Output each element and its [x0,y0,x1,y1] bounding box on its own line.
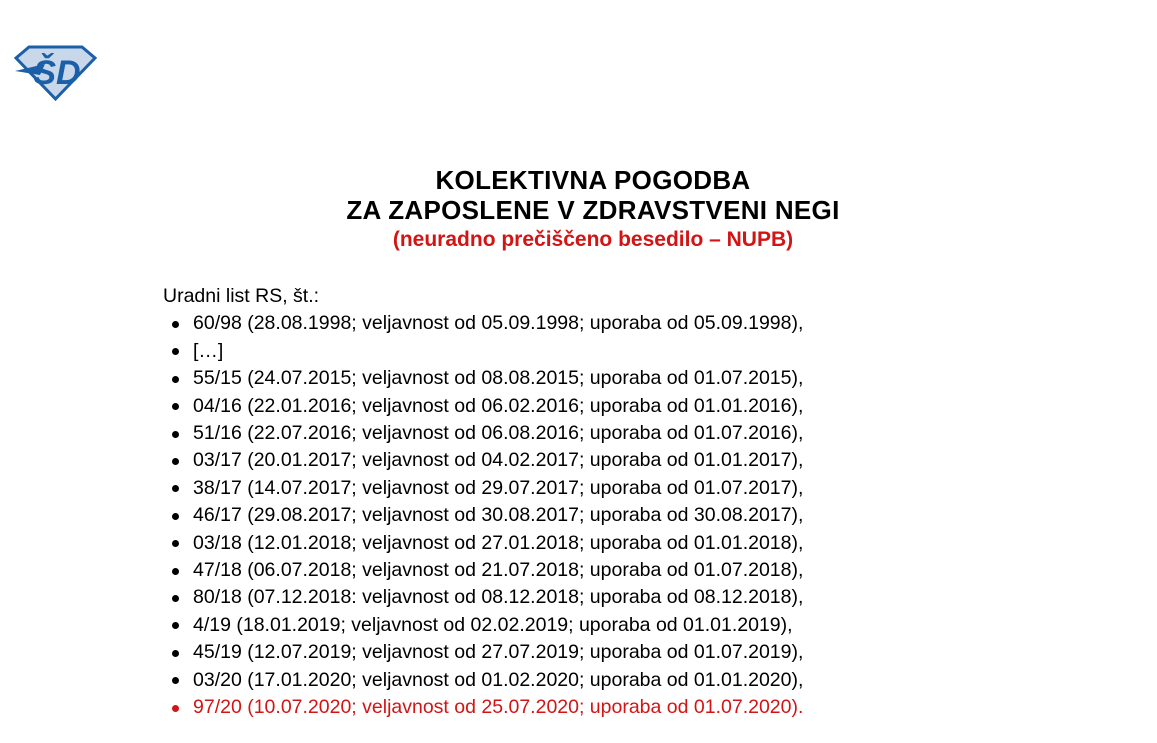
list-item-text: 03/20 (17.01.2020; veljavnost od 01.02.2020; uporaba od 01.01.2020), [193,668,804,691]
bullet-icon [172,513,179,520]
list-item-text: 03/18 (12.01.2018; veljavnost od 27.01.2018; uporaba od 01.01.2018), [193,531,804,554]
bullet-icon [172,568,179,575]
list-item [163,447,1053,474]
list-item-text: 04/16 (22.01.2016; veljavnost od 06.02.2016; uporaba od 01.01.2016), [193,394,804,417]
list-item-text: 55/15 (24.07.2015; veljavnost od 08.08.2015; uporaba od 01.07.2015), [193,367,804,390]
bullet-icon [172,650,179,657]
list-item [163,530,1053,557]
list-item [163,557,1053,584]
list-item-text: 60/98 (28.08.1998; veljavnost od 05.09.1998; uporaba od 05.09.1998), [193,312,804,335]
list-item [163,420,1053,447]
svg-text:ŠD: ŠD [33,54,81,92]
list-item-text: 03/17 (20.01.2017; veljavnost od 04.02.2017; uporaba od 01.01.2017), [193,449,804,472]
list-item-highlighted [163,694,1053,721]
bullet-icon [172,485,179,492]
bullet-icon [172,403,179,410]
list-item [163,584,1053,611]
list-header: Uradni list RS, št.: [163,285,320,307]
bullet-icon [172,376,179,383]
shield-logo-icon [13,44,98,102]
bullet-icon [172,348,179,355]
document-title-line-1: KOLEKTIVNA POGODBA [435,165,751,195]
bullet-icon [172,431,179,438]
list-item [163,612,1053,639]
list-item-text: […] [193,339,224,362]
list-item [163,639,1053,666]
list-item-text: 80/18 (07.12.2018: veljavnost od 08.12.2018; uporaba od 08.12.2018), [193,586,804,609]
list-item [163,338,1053,365]
list-item-text: 45/19 (12.07.2019; veljavnost od 27.07.2019; uporaba od 01.07.2019), [193,641,804,664]
list-item [163,310,1053,337]
list-item [163,475,1053,502]
list-item [163,502,1053,529]
list-item-text: 47/18 (06.07.2018; veljavnost od 21.07.2018; uporaba od 01.07.2018), [193,559,804,582]
document-title-line-2: ZA ZAPOSLENE V ZDRAVSTVENI NEGI [346,195,840,225]
bullet-icon [172,321,179,328]
bullet-icon [172,595,179,602]
list-item-text: 97/20 (10.07.2020; veljavnost od 25.07.2020; uporaba od 01.07.2020). [193,696,804,719]
bullet-icon [172,458,179,465]
list-item-text: 51/16 (22.07.2016; veljavnost od 06.08.2016; uporaba od 01.07.2016), [193,422,804,445]
list-item [163,365,1053,392]
list-item [163,667,1053,694]
bullet-icon [172,622,179,629]
list-item-text: 46/17 (29.08.2017; veljavnost od 30.08.2017; uporaba od 30.08.2017), [193,504,804,527]
bullet-icon [172,705,179,712]
title-block [163,165,1023,252]
bullet-icon [172,540,179,547]
list-item-text: 4/19 (18.01.2019; veljavnost od 02.02.2019; uporaba od 01.01.2019), [193,613,793,636]
gazette-reference-list [163,283,1053,722]
list-item [163,393,1053,420]
bullet-icon [172,677,179,684]
reference-list [163,310,1053,721]
list-item-text: 38/17 (14.07.2017; veljavnost od 29.07.2017; uporaba od 01.07.2017), [193,476,804,499]
document-subtitle: (neuradno prečiščeno besedilo – NUPB) [392,228,794,251]
union-shield-logo [13,44,98,102]
